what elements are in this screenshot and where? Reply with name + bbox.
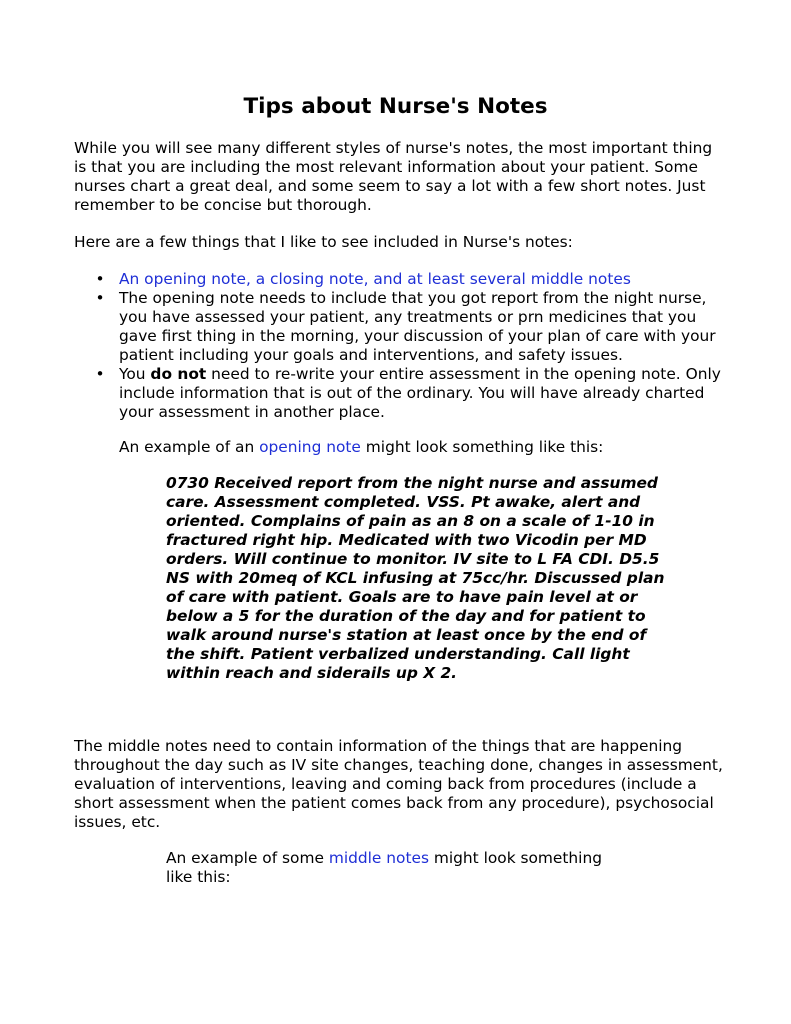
middle-intro-suffix: might look something like this: (166, 849, 602, 886)
tip-text-prefix: You (119, 365, 151, 383)
intro-paragraph: While you will see many different styles of nurse's notes, the most important thing is that you are including the most relevant information about your patient. Some nurses chart a great deal, and some seem to say a lot with a few short notes. Just remember to be concise but thorough. (74, 139, 713, 214)
tip-text-opening-note: The opening note needs to include that you got report from the night nurse, you have assessed your patient, any treatments or prn medicines that you gave first thing in the morning, your discussion of your plan of care with your patient including your goals and interventions, and safety issues. (119, 289, 716, 364)
list-intro: Here are a few things that I like to see included in Nurse's notes: (74, 233, 573, 251)
middle-notes-link[interactable]: middle notes (328, 849, 429, 867)
opening-note-example: 0730 Received report from the night nurse and assumed care. Assessment completed. VSS. Pt awake, alert and oriented. Complains of pain as an 8 on a scale of 1-10 in fractured right hip. Medicated with two Vicodin per MD orders. Will continue to monitor. IV site to L FA CDI. D5.5 NS with 20meq of KCL infusing at 75cc/hr. Discussed plan of care with patient. Goals are to have pain level at or below a 5 for the duration of the day and for patient to walk around nurse's station at least once by the end of the shift. Patient verbalized understanding. Call light within reach and siderails up X 2. (166, 474, 665, 682)
list-item (95, 289, 729, 365)
page-title: Tips about Nurse's Notes (243, 94, 548, 119)
tips-list (95, 270, 729, 422)
bullet-icon: • (95, 270, 105, 288)
middle-intro-prefix: An example of some (166, 849, 329, 867)
middle-notes-paragraph: The middle notes need to contain information of the things that are happening throughout the day such as IV site changes, teaching done, changes in assessment, evaluation of interventions, leaving and coming back from procedures (include a short assessment when the patient comes back from any procedure), psychosocial issues, etc. (74, 737, 723, 831)
tip-link-opening-closing-middle[interactable]: An opening note, a closing note, and at least several middle notes (119, 270, 631, 288)
middle-example-intro (166, 849, 616, 887)
tip-emphasis: do not (150, 365, 207, 383)
list-item (95, 270, 729, 289)
opening-example-intro (119, 438, 719, 457)
bullet-icon: • (95, 289, 105, 307)
opening-intro-prefix: An example of an (119, 438, 260, 456)
bullet-icon: • (95, 365, 105, 383)
list-item (95, 365, 729, 422)
opening-note-link[interactable]: opening note (259, 438, 361, 456)
tip-text-suffix: need to re-write your entire assessment in the opening note. Only include information that is out of the ordinary. You will have already charted your assessment in another place. (119, 365, 721, 421)
opening-intro-suffix: might look something like this: (360, 438, 604, 456)
